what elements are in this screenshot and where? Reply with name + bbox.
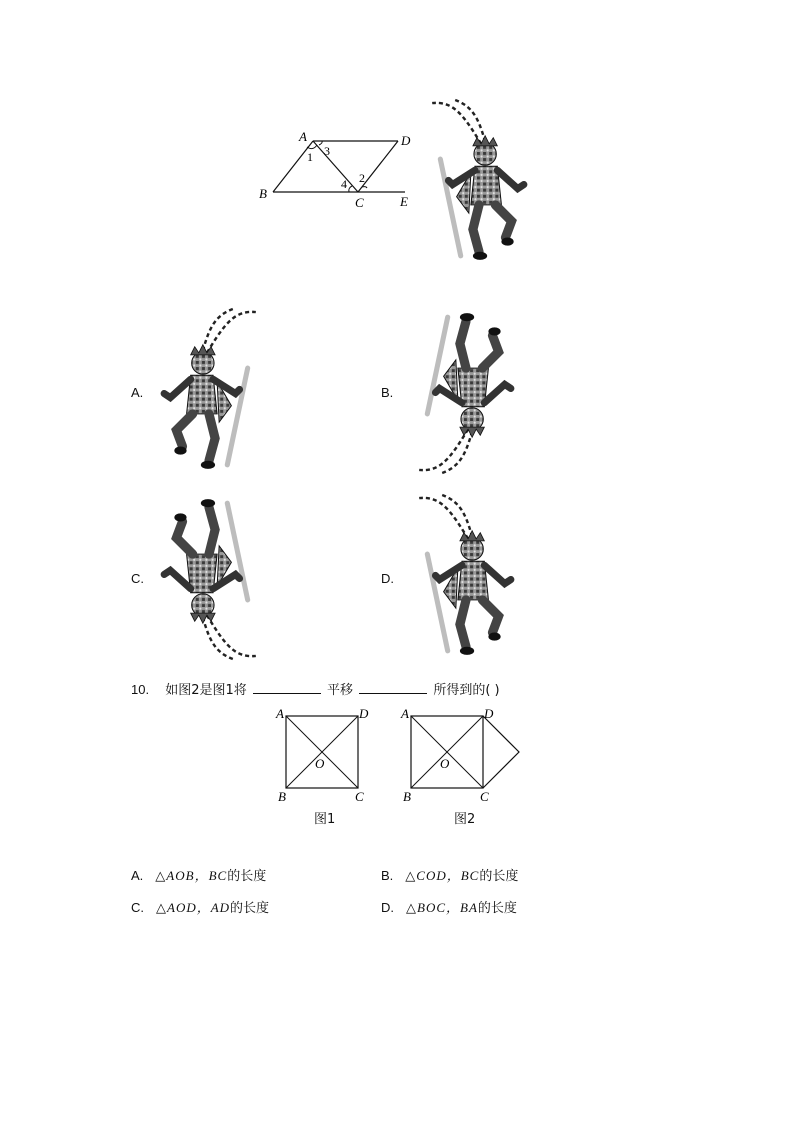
angle-3: 3 xyxy=(324,144,330,158)
point-A: A xyxy=(299,129,307,144)
choice-b[interactable] xyxy=(381,865,518,884)
choice-a-suffix: 的长度 xyxy=(227,869,267,884)
fig2-point-D: D xyxy=(484,706,494,721)
choice-d-letter: D. xyxy=(381,900,394,915)
point-D: D xyxy=(401,133,411,148)
choice-d-suffix: 的长度 xyxy=(477,901,517,916)
figure-1-square xyxy=(270,704,380,806)
choice-a[interactable] xyxy=(131,865,266,884)
question-number: 10. xyxy=(131,682,150,697)
choice-d-math: △BOC，BA xyxy=(406,900,478,915)
option-b-label[interactable]: B. xyxy=(381,385,394,400)
monkey-king-option-b-image[interactable] xyxy=(405,307,525,475)
choice-b-letter: B. xyxy=(381,868,394,883)
choice-b-math: △COD，BC xyxy=(405,868,480,883)
figure-2-caption: 图2 xyxy=(454,812,476,827)
fig2-point-B: B xyxy=(403,789,411,804)
point-B: B xyxy=(259,186,267,201)
angle-1: 1 xyxy=(307,150,313,164)
point-E: E xyxy=(400,194,408,209)
point-C: C xyxy=(355,195,364,210)
fig1-point-O: O xyxy=(315,756,325,771)
monkey-king-original-image xyxy=(418,98,538,266)
monkey-king-option-d-image[interactable] xyxy=(405,493,525,661)
choice-c-math: △AOD，AD xyxy=(156,900,231,915)
choice-b-suffix: 的长度 xyxy=(479,869,519,884)
choice-d[interactable] xyxy=(381,897,517,916)
choice-c[interactable] xyxy=(131,897,269,916)
figure-1-caption: 图1 xyxy=(314,812,336,827)
fig2-point-O: O xyxy=(440,756,450,771)
answer-blank-1[interactable] xyxy=(253,681,321,694)
question-text-3: 所得到的( ) xyxy=(433,683,500,698)
question-10-stem xyxy=(131,679,500,698)
fig1-point-B: B xyxy=(278,789,286,804)
angle-2: 2 xyxy=(359,171,365,185)
option-c-label[interactable]: C. xyxy=(131,571,144,586)
fig1-point-C: C xyxy=(355,789,364,804)
fig1-point-A: A xyxy=(276,706,284,721)
choice-c-letter: C. xyxy=(131,900,144,915)
monkey-king-option-c-image[interactable] xyxy=(150,493,270,661)
choice-a-letter: A. xyxy=(131,868,144,883)
angle-4: 4 xyxy=(341,177,347,191)
parallelogram-figure xyxy=(255,128,425,213)
monkey-king-option-a-image[interactable] xyxy=(150,307,270,475)
question-text-1: 如图2是图1将 xyxy=(165,683,247,698)
option-a-label[interactable]: A. xyxy=(131,385,144,400)
fig1-point-D: D xyxy=(359,706,369,721)
figure-2-square xyxy=(395,704,525,806)
choice-a-math: △AOB，BC xyxy=(155,868,228,883)
option-d-label[interactable]: D. xyxy=(381,571,394,586)
fig2-point-C: C xyxy=(480,789,489,804)
question-text-2: 平移 xyxy=(327,683,354,698)
answer-blank-2[interactable] xyxy=(359,681,427,694)
choice-c-suffix: 的长度 xyxy=(230,901,270,916)
fig2-point-A: A xyxy=(401,706,409,721)
